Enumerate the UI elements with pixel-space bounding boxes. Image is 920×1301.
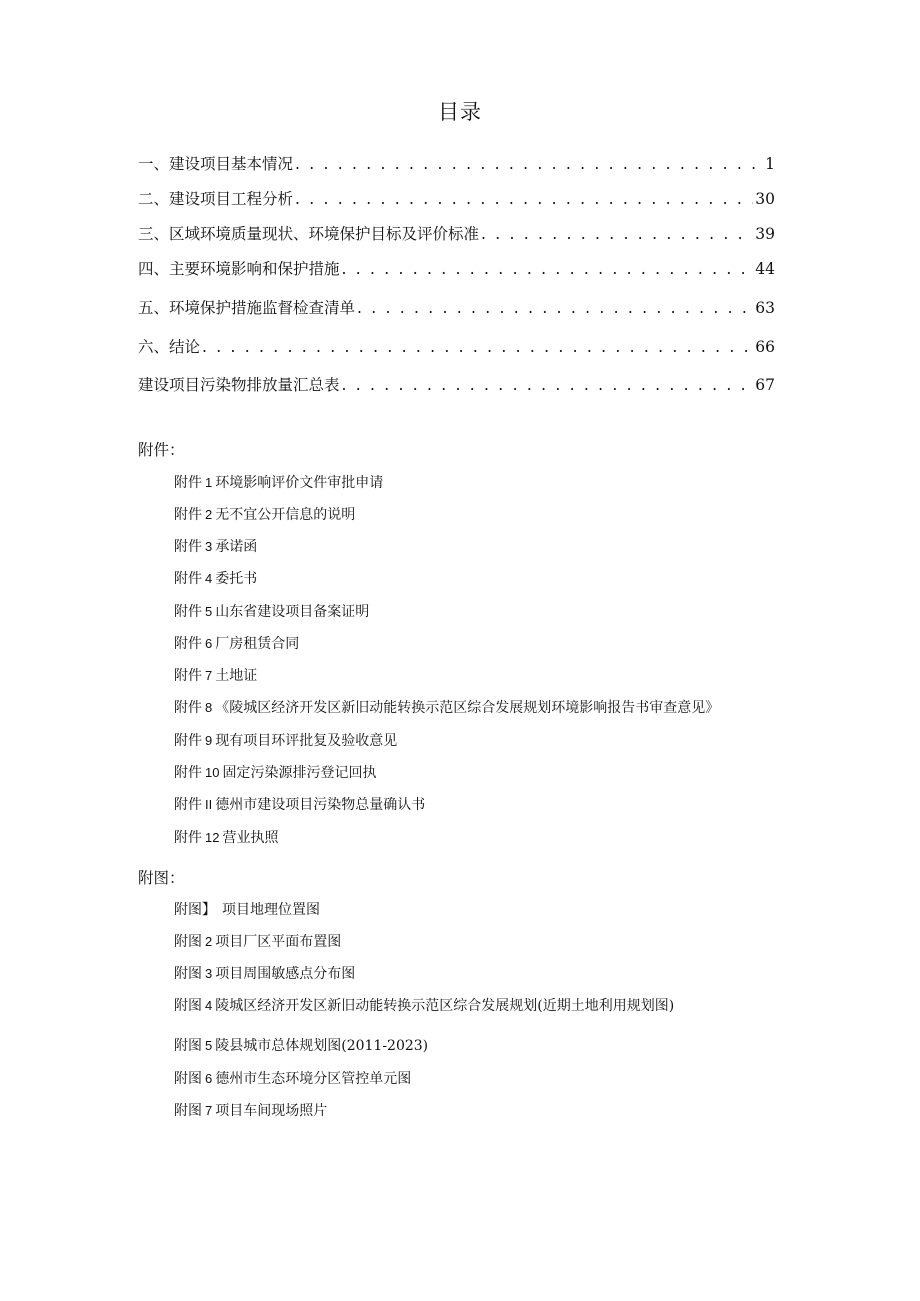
- attachment-title: 营业执照: [222, 830, 279, 846]
- attachment-prefix: 附件: [174, 797, 202, 813]
- attachment-item[interactable]: [174, 730, 397, 750]
- attachment-item[interactable]: [174, 762, 376, 782]
- attachment-item[interactable]: [174, 536, 257, 556]
- attachment-item[interactable]: [174, 568, 257, 588]
- attachment-prefix: 附件: [174, 830, 202, 846]
- attachment-item[interactable]: [174, 633, 299, 653]
- attachment-prefix: 附件: [174, 765, 202, 781]
- attachment-prefix: 附件: [174, 636, 202, 652]
- toc-entry[interactable]: [138, 257, 775, 277]
- toc-entry-label: 四、主要环境影响和保护措施: [138, 260, 340, 278]
- toc-entry[interactable]: [138, 373, 775, 393]
- attachment-number: 7: [205, 668, 213, 683]
- attachments-heading: 附件：: [138, 441, 185, 459]
- attachment-title: 土地证: [215, 668, 258, 684]
- figure-title: 德州市生态环境分区管控单元图: [215, 1071, 412, 1087]
- figure-item[interactable]: [174, 995, 674, 1015]
- attachment-item[interactable]: [174, 697, 719, 717]
- attachment-item[interactable]: [174, 504, 355, 524]
- attachment-item[interactable]: [174, 601, 369, 621]
- attachment-title: 厂房租赁合同: [215, 636, 300, 652]
- attachment-number: 6: [205, 636, 213, 651]
- toc-leader-dots: [295, 190, 753, 208]
- figure-title: 项目厂区平面布置图: [215, 934, 342, 950]
- attachment-number: 3: [205, 539, 213, 554]
- toc-entry-label: 二、建设项目工程分析: [138, 190, 294, 208]
- figure-title: 陵城区经济开发区新旧动能转换示范区综合发展规划(近期土地利用规划图): [215, 998, 675, 1014]
- attachment-number: 4: [205, 571, 213, 586]
- toc-entry-page: 44: [755, 260, 775, 278]
- toc-entry-label: 三、区域环境质量现状、环境保护目标及评价标准: [138, 225, 480, 243]
- figure-title: 项目车间现场照片: [215, 1103, 328, 1119]
- figures-heading: 附图：: [138, 869, 185, 887]
- figure-prefix: 附图: [174, 1038, 202, 1054]
- attachment-item[interactable]: [174, 665, 257, 685]
- figure-number: 6: [205, 1071, 213, 1086]
- attachment-prefix: 附件: [174, 539, 202, 555]
- toc-leader-dots: [481, 225, 753, 243]
- toc-entry-page: 66: [755, 338, 775, 356]
- figure-number: 2: [205, 934, 213, 949]
- toc-entry-page: 1: [765, 155, 775, 173]
- attachment-number: 12: [205, 830, 220, 845]
- attachment-title: 无不宜公开信息的说明: [215, 507, 356, 523]
- attachment-number: 1: [205, 475, 213, 490]
- attachment-number: 5: [205, 604, 213, 619]
- attachment-title: 德州市建设项目污染物总量确认书: [215, 797, 426, 813]
- attachment-number: 8: [205, 700, 213, 715]
- toc-entry-page: 39: [755, 225, 775, 243]
- attachment-item[interactable]: [174, 794, 425, 814]
- attachment-prefix: 附件: [174, 475, 202, 491]
- attachment-number: 9: [205, 733, 213, 748]
- toc-entry-label: 五、环境保护措施监督检查清单: [138, 299, 356, 317]
- figure-title: 项目周围敏感点分布图: [215, 966, 356, 982]
- toc-leader-dots: [342, 260, 754, 278]
- figure-prefix: 附图: [174, 998, 202, 1014]
- attachment-item[interactable]: [174, 827, 278, 847]
- attachment-title: 委托书: [215, 571, 258, 587]
- toc-entry-label: 一、建设项目基本情况: [138, 155, 294, 173]
- toc-entry-page: 63: [755, 299, 775, 317]
- toc-entry-label: 建设项目污染物排放量汇总表: [138, 376, 340, 394]
- toc-entry[interactable]: [138, 187, 775, 207]
- attachment-title: 现有项目环评批复及验收意见: [215, 733, 398, 749]
- figure-number: 5: [205, 1038, 213, 1053]
- attachment-title: 环境影响评价文件审批申请: [215, 475, 384, 491]
- attachment-prefix: 附件: [174, 733, 202, 749]
- figure-title: 陵县城市总体规划图(2011-2023): [215, 1038, 429, 1054]
- toc-entry-page: 30: [755, 190, 775, 208]
- toc-leader-dots: [342, 376, 754, 394]
- attachment-prefix: 附件: [174, 571, 202, 587]
- toc-leader-dots: [295, 155, 763, 173]
- toc-entry[interactable]: [138, 296, 775, 316]
- figure-prefix: 附图: [174, 1071, 202, 1087]
- attachment-prefix: 附件: [174, 668, 202, 684]
- attachment-prefix: 附件: [174, 700, 202, 716]
- attachment-title: 固定污染源排污登记回执: [222, 765, 377, 781]
- figure-prefix: 附图: [174, 1103, 202, 1119]
- toc-leader-dots: [202, 338, 753, 356]
- figure-number: 7: [205, 1103, 213, 1118]
- attachment-prefix: 附件: [174, 604, 202, 620]
- figure-item[interactable]: [174, 1100, 327, 1120]
- attachment-number: 2: [205, 507, 213, 522]
- page-title: 目录: [438, 100, 482, 124]
- attachment-title: 《陵城区经济开发区新旧动能转换示范区综合发展规划环境影响报告书审查意见》: [215, 700, 720, 716]
- toc-entry-page: 67: [755, 376, 775, 394]
- toc-leader-dots: [357, 299, 753, 317]
- figure-item[interactable]: [174, 963, 355, 983]
- attachment-title: 山东省建设项目备案证明: [215, 604, 370, 620]
- attachment-number: 10: [205, 765, 220, 780]
- toc-entry[interactable]: [138, 152, 775, 172]
- attachment-prefix: 附件: [174, 507, 202, 523]
- figure-number: 3: [205, 966, 213, 981]
- toc-entry[interactable]: [138, 222, 775, 242]
- figure-prefix: 附图: [174, 966, 202, 982]
- toc-entry[interactable]: [138, 335, 775, 355]
- attachment-number: II: [205, 797, 213, 812]
- figure-prefix: 附图: [174, 934, 202, 950]
- figure-prefix: 附图】: [174, 902, 216, 918]
- figure-item[interactable]: [174, 1035, 428, 1055]
- figure-title: 项目地理位置图: [222, 902, 320, 918]
- figure-item[interactable]: [174, 1068, 411, 1088]
- toc-entry-label: 六、结论: [138, 338, 201, 356]
- figure-item[interactable]: [174, 899, 320, 919]
- figure-item[interactable]: [174, 931, 341, 951]
- attachment-title: 承诺函: [215, 539, 258, 555]
- attachment-item[interactable]: [174, 472, 383, 492]
- figure-number: 4: [205, 998, 213, 1013]
